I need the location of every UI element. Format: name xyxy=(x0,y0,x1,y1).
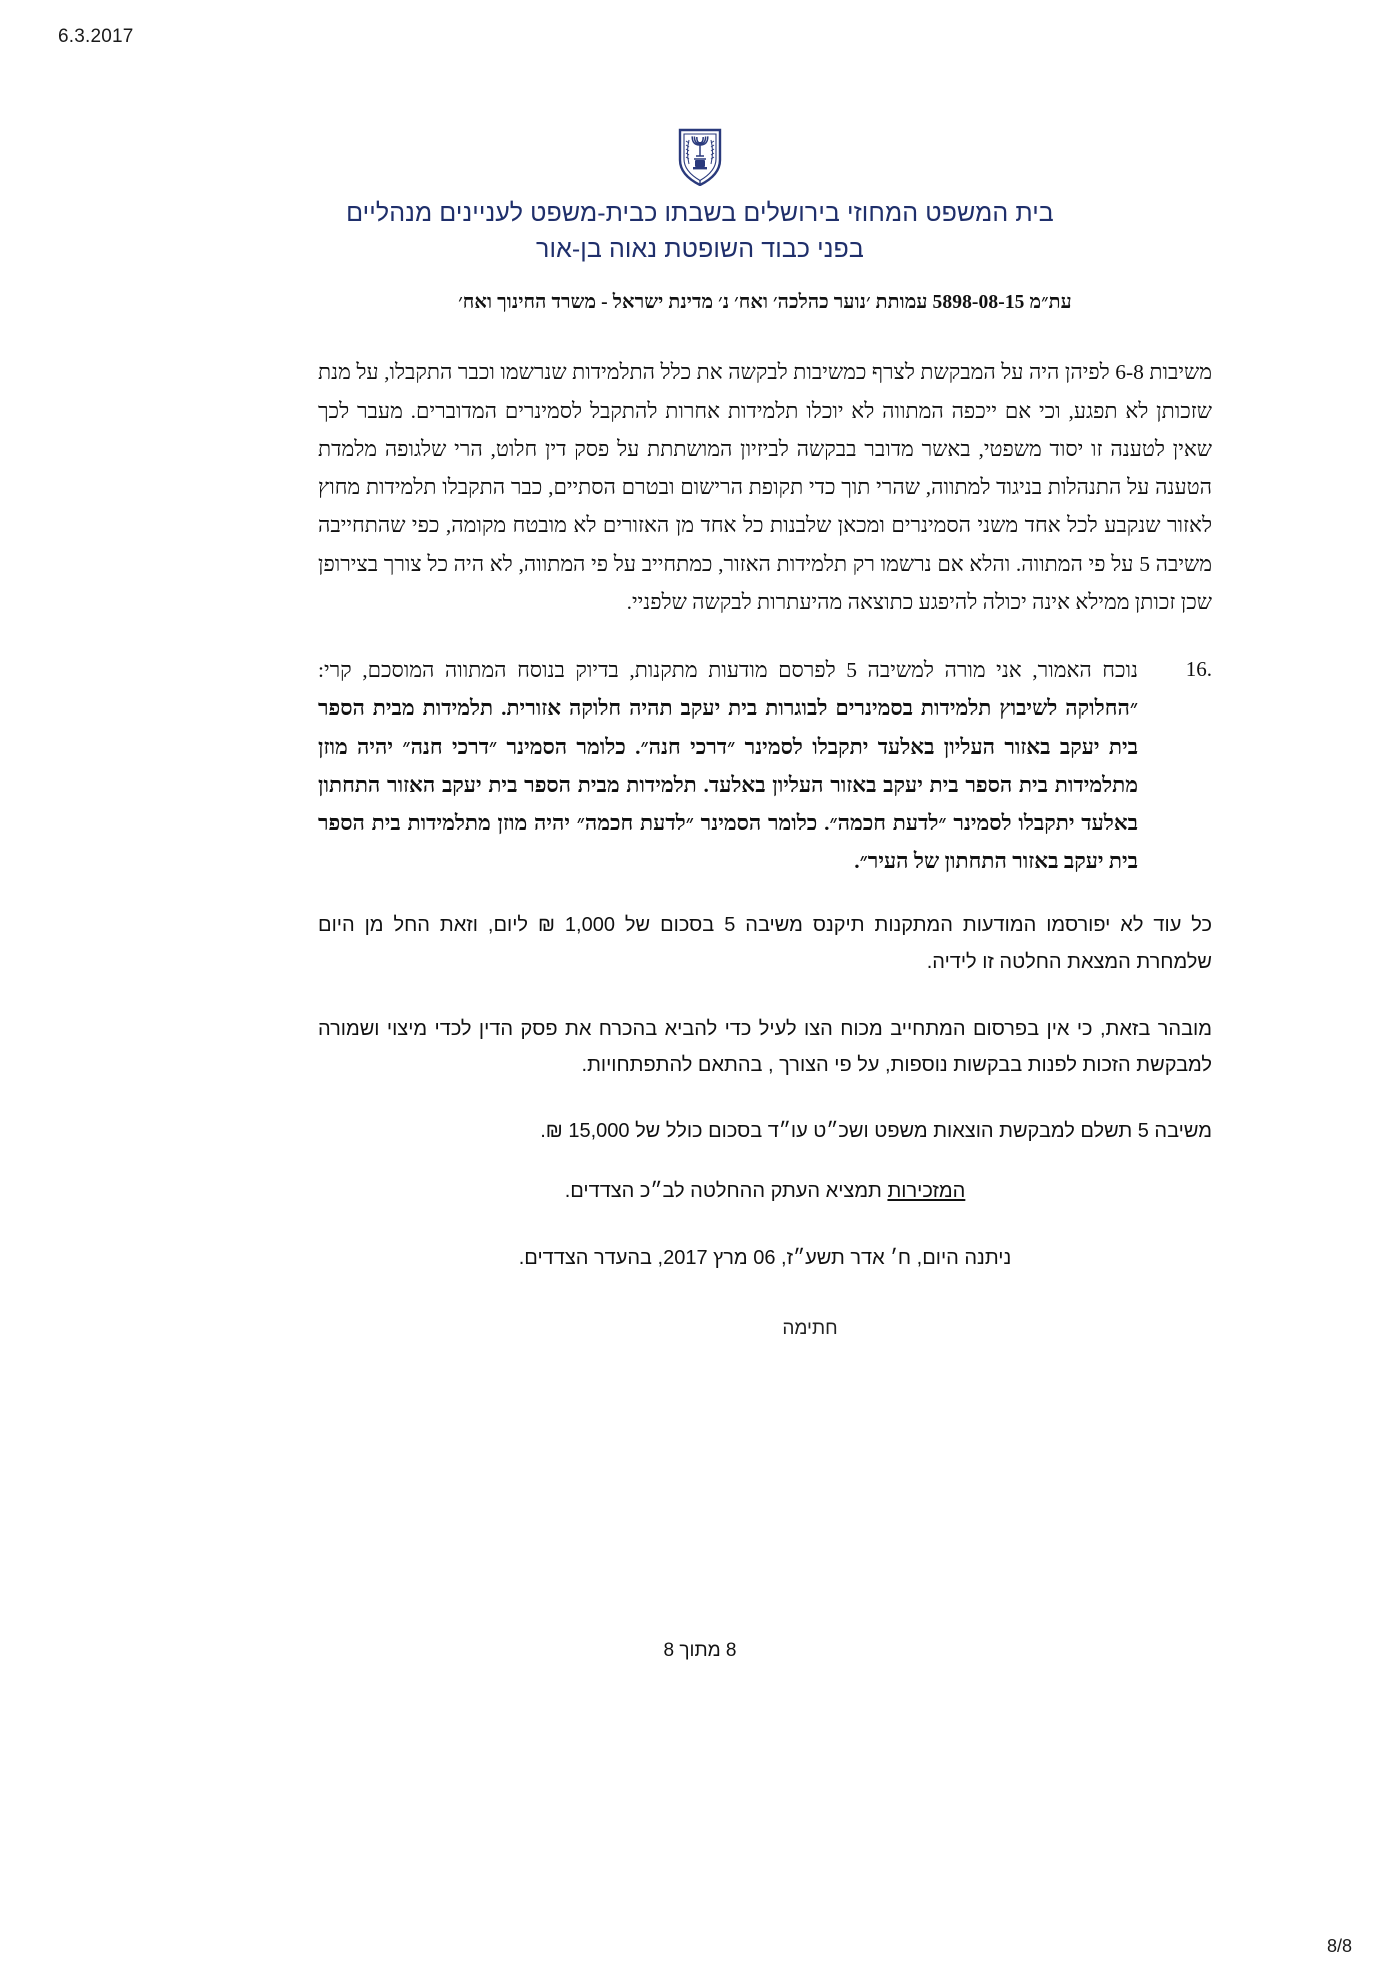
document-body xyxy=(318,288,1212,1340)
paragraph-clarification: מובהר בזאת, כי אין בפרסום המתחייב מכוח הצו לעיל כדי להביא בהכרח את פסק הדין לכדי מיצוי ושמורה למבקשת הזכות לפנות בבקשות נוספות, על פי הצורך , בהתאם להתפתחויות. xyxy=(318,1017,1212,1076)
clause-16-number: 16. xyxy=(1185,657,1212,682)
court-header xyxy=(0,196,1400,267)
secretariat-instruction xyxy=(318,1180,1212,1203)
case-caption: עת״מ 5898-08-15 עמותת ׳נוער כהלכה׳ ואח׳ נ׳ מדינת ישראל - משרד החינוך ואח׳ xyxy=(458,292,1072,313)
signature-placeholder: חתימה xyxy=(782,1317,838,1339)
judge-line: בפני כבוד השופטת נאוה בן-אור xyxy=(536,234,864,263)
given-on-date: ניתנה היום, ח׳ אדר תשע״ז, 06 מרץ 2017, בהעדר הצדדים. xyxy=(518,1246,1012,1269)
clause-16-quote: ״החלוקה לשיבוץ תלמידות בסמינרים לבוגרות בית יעקב תהיה חלוקה אזורית. תלמידות מבית הספר בית יעקב באזור העליון באלעד יתקבלו לסמינר ״דרכי חנה״. כלומר הסמינר ״דרכי חנה״ יהיה מוזן מתלמידות בית הספר בית יעקב באזור העליון באלעד. תלמידות מבית הספר בית יעקב האזור התחתון באלעד יתקבלו לסמינר ״לדעת חכמה״. כלומר הסמינר ״לדעת חכמה״ יהיה מוזן מתלמידות בית הספר בית יעקב באזור התחתון של העיר״. xyxy=(318,696,1138,874)
footer-page-number: 8/8 xyxy=(1326,1936,1352,1956)
israel-state-emblem-icon xyxy=(677,126,723,186)
paragraph-daily-fine: כל עוד לא יפורסמו המודעות המתקנות תיקנס משיבה 5 בסכום של 1,000 ₪ ליום, וזאת החל מן היום שלמחרת המצאת החלטה זו לידיה. xyxy=(318,913,1212,973)
court-name-line: בית המשפט המחוזי בירושלים בשבתו כבית-משפט לעניינים מנהליים xyxy=(346,199,1054,227)
emblem-container xyxy=(0,126,1400,191)
clause-16 xyxy=(318,651,1212,881)
secretariat-text: תמציא העתק ההחלטה לב״כ הצדדים. xyxy=(564,1179,888,1202)
clause-16-intro: נוכח האמור, אני מורה למשיבה 5 לפרסם מודעות מתקנות, בדיוק בנוסח המתווה המוסכם, קרי: xyxy=(318,658,1138,683)
page-of-label: 8 מתוך 8 xyxy=(663,1640,737,1661)
scan-date-stamp: 6.3.2017 xyxy=(58,26,134,47)
secretariat-label: המזכירות xyxy=(887,1179,966,1202)
paragraph-continuation: משיבות 6-8 לפיהן היה על המבקשת לצרף כמשיבות לבקשה את כלל התלמידות שנרשמו וכבר התקבלו, על מנת שזכותן לא תפגע, וכי אם ייכפה המתווה לא יוכלו תלמידות אחרות להתקבל לסמינרים המדוברים. מעבר לכך שאין לטענה זו יסוד משפטי, באשר מדובר בבקשה לביזיון המושתתת על פסק דין חלוט, הרי שלגופה מלמדת הטענה על התנהלות בניגוד למתווה, שהרי תוך כדי תקופת הרישום ובטרם הסתיים, כבר התקבלו תלמידות מחוץ לאזור שנקבע לכל אחד משני הסמינרים ומכאן שלבנות כל אחד מן האזורים לא מובטח מקומה, כפי שהתחייבה משיבה 5 על פי המתווה. והלא אם נרשמו רק תלמידות האזור, כמתחייב על פי המתווה, לא היה כל צורך בצירופן שכן זכותן ממילא אינה יכולה להיפגע כתוצאה מהיעתרות לבקשה שלפניי. xyxy=(318,360,1212,614)
paragraph-costs: משיבה 5 תשלם למבקשת הוצאות משפט ושכ״ט עו״ד בסכום כולל של 15,000 ₪. xyxy=(540,1119,1212,1142)
